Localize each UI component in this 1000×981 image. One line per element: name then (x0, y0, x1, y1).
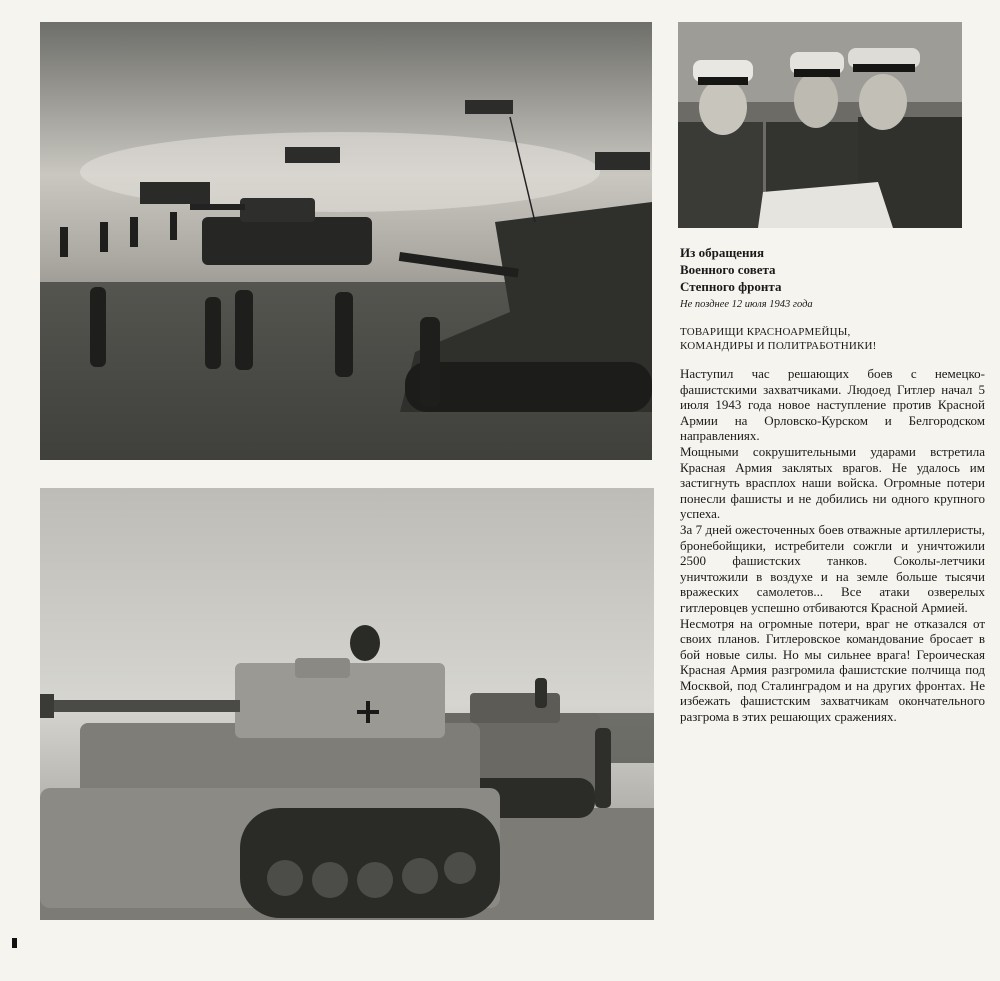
address-line: ТОВАРИЩИ КРАСНОАРМЕЙЦЫ, (680, 326, 851, 338)
caption-title-line: Степного фронта (680, 279, 782, 294)
caption-title-line: Из обращения (680, 245, 765, 260)
officers-photo-image (678, 22, 962, 228)
body-paragraph: Наступил час решающих боев с немецко-фашистскими захватчиками. Людоед Гитлер начал 5 июля 1943 года новое наступление против Красной Армии на Орловско-Курском и Белгородском направлениях. (680, 366, 985, 444)
tanks-photo-image (40, 488, 654, 920)
body-paragraph: Несмотря на огромные потери, враг не отказался от своих планов. Гитлеровское командование бросает в бой новые силы. Но мы сильнее врага! Героическая Красная Армия разгромила фашистские полчища под Москвой, под Сталинградом и на других фронтах. Не избежать фашистским захватчикам окончательного разгрома в этих решающих сражениях. (680, 615, 985, 725)
page-edge-marker (12, 938, 17, 948)
address-heading (680, 325, 985, 353)
captured-tanks-photo (40, 488, 654, 920)
officers-studying-map-photo (678, 22, 962, 228)
body-paragraph: Мощными сокрушительными ударами встретила Красная Армия заклятых врагов. Не удалось им застигнуть врасплох наши войска. Огромные потери понесли фашисты и не добились ни одного крупного успеха. (680, 443, 985, 522)
document-caption (680, 244, 980, 310)
battle-tanks-infantry-photo (40, 22, 652, 460)
caption-title-line: Военного совета (680, 262, 776, 277)
body-paragraph: За 7 дней ожесточенных боев отважные артиллеристы, бронебойщики, истребители сожгли и уничтожили 2500 фашистских танков. Соколы-летчики уничтожили в воздухе и на земле больше тысячи вражеских самолетов... Все атаки озверелых гитлеровцев успешно отбиваются Красной Армией. (680, 521, 985, 615)
caption-date: Не позднее 12 июля 1943 года (680, 299, 813, 310)
battle-photo-image (40, 22, 652, 460)
address-line: КОМАНДИРЫ И ПОЛИТРАБОТНИКИ! (680, 340, 877, 352)
caption-title (680, 244, 980, 295)
appeal-body-text (680, 366, 985, 725)
